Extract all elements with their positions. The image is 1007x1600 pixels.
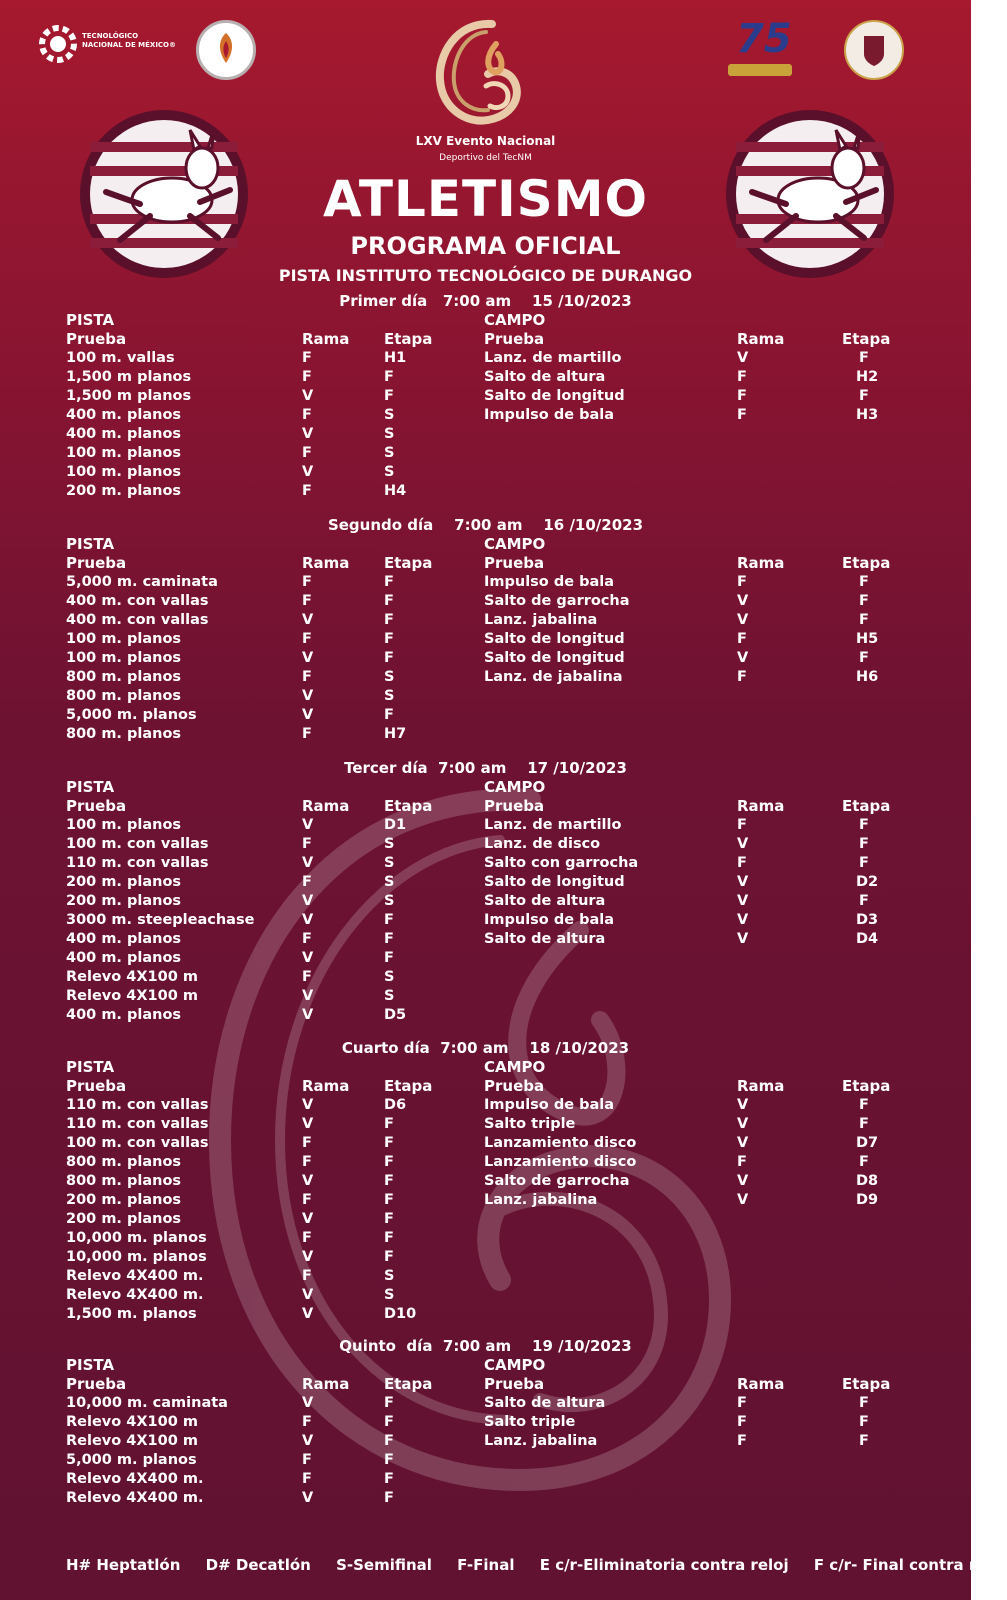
pista-rama: F xyxy=(302,1154,312,1170)
campo-rama: F xyxy=(737,1433,747,1449)
pista-rama: V xyxy=(302,1173,314,1189)
col-rama: Rama xyxy=(302,554,350,572)
pista-event: 800 m. planos xyxy=(66,1154,182,1170)
col-etapa: Etapa xyxy=(842,797,891,815)
campo-rama: F xyxy=(737,817,747,833)
pista-etapa: F xyxy=(384,1135,394,1151)
campo-etapa: F xyxy=(859,388,869,404)
pista-etapa: F xyxy=(384,1211,394,1227)
pista-rama: F xyxy=(302,726,312,742)
event-name: LXV Evento Nacional xyxy=(415,134,556,148)
campo-etapa: F xyxy=(859,574,869,590)
col-etapa: Etapa xyxy=(842,554,891,572)
campo-etapa: F xyxy=(859,855,869,871)
pista-etapa: H7 xyxy=(384,726,407,742)
pista-event: 100 m. con vallas xyxy=(66,836,209,852)
pista-etapa: S xyxy=(384,874,395,890)
pista-rama: F xyxy=(302,1192,312,1208)
pista-label: PISTA xyxy=(66,778,115,796)
pista-rama: F xyxy=(302,631,312,647)
pista-event: 100 m. planos xyxy=(66,631,182,647)
pista-event: 110 m. con vallas xyxy=(66,1097,209,1113)
pista-etapa: F xyxy=(384,912,394,928)
pista-rama: F xyxy=(302,407,312,423)
campo-etapa: F xyxy=(859,593,869,609)
campo-event: Lanzamiento disco xyxy=(484,1154,637,1170)
campo-event: Salto de longitud xyxy=(484,650,625,666)
pista-etapa: F xyxy=(384,950,394,966)
campo-rama: F xyxy=(737,1154,747,1170)
pista-event: Relevo 4X400 m. xyxy=(66,1287,204,1303)
pista-rama: F xyxy=(302,1471,312,1487)
campo-rama: V xyxy=(737,1192,749,1208)
pista-event: 800 m. planos xyxy=(66,1173,182,1189)
pista-etapa: F xyxy=(384,1173,394,1189)
pista-event: 200 m. planos xyxy=(66,874,182,890)
pista-etapa: S xyxy=(384,1287,395,1303)
pista-etapa: F xyxy=(384,1433,394,1449)
pista-event: 200 m. planos xyxy=(66,893,182,909)
pista-event: 200 m. planos xyxy=(66,1192,182,1208)
pista-rama: V xyxy=(302,855,314,871)
pista-etapa: D5 xyxy=(384,1007,407,1023)
legend-item: F c/r- Final contra reloj xyxy=(813,1556,1007,1574)
day-heading: Tercer día 7:00 am 17 /10/2023 xyxy=(344,759,627,777)
campo-event: Salto con garrocha xyxy=(484,855,639,871)
pista-rama: F xyxy=(302,1230,312,1246)
pista-rama: V xyxy=(302,950,314,966)
col-prueba: Prueba xyxy=(66,330,127,348)
col-prueba: Prueba xyxy=(66,554,127,572)
campo-event: Lanzamiento disco xyxy=(484,1135,637,1151)
pista-etapa: F xyxy=(384,650,394,666)
pista-rama: V xyxy=(302,893,314,909)
pista-rama: F xyxy=(302,669,312,685)
campo-event: Lanz. de disco xyxy=(484,836,601,852)
col-rama: Rama xyxy=(302,1375,350,1393)
event-logo xyxy=(430,16,530,128)
pista-etapa: F xyxy=(384,1116,394,1132)
campo-event: Lanz. de martillo xyxy=(484,350,622,366)
pista-etapa: F xyxy=(384,1471,394,1487)
campo-etapa: D7 xyxy=(856,1135,879,1151)
pista-rama: F xyxy=(302,369,312,385)
pista-etapa: D6 xyxy=(384,1097,407,1113)
campo-rama: V xyxy=(737,912,749,928)
pista-event: 5,000 m. planos xyxy=(66,1452,197,1468)
campo-etapa: F xyxy=(859,1154,869,1170)
campo-etapa: D3 xyxy=(856,912,879,928)
pista-event: Relevo 4X100 m xyxy=(66,1414,198,1430)
col-etapa: Etapa xyxy=(842,1077,891,1095)
pista-event: Relevo 4X100 m xyxy=(66,969,198,985)
pista-etapa: S xyxy=(384,426,395,442)
col-rama: Rama xyxy=(737,1077,785,1095)
pista-etapa: S xyxy=(384,988,395,1004)
legend-item: S-Semifinal xyxy=(336,1556,432,1574)
col-prueba: Prueba xyxy=(484,1375,545,1393)
pista-etapa: F xyxy=(384,593,394,609)
anniversary-75-logo xyxy=(722,16,808,86)
pista-etapa: F xyxy=(384,1395,394,1411)
pista-rama: V xyxy=(302,912,314,928)
pista-event: 1,500 m. planos xyxy=(66,1306,197,1322)
day-heading: Segundo día 7:00 am 16 /10/2023 xyxy=(327,516,644,534)
campo-etapa: D9 xyxy=(856,1192,879,1208)
col-etapa: Etapa xyxy=(842,330,891,348)
pista-etapa: S xyxy=(384,464,395,480)
pista-rama: V xyxy=(302,1433,314,1449)
pista-event: Relevo 4X100 m xyxy=(66,1433,198,1449)
campo-rama: V xyxy=(737,1173,749,1189)
pista-event: Relevo 4X400 m. xyxy=(66,1471,204,1487)
pista-rama: V xyxy=(302,988,314,1004)
pista-label: PISTA xyxy=(66,1058,115,1076)
pista-rama: V xyxy=(302,650,314,666)
pista-rama: V xyxy=(302,426,314,442)
campo-event: Salto de altura xyxy=(484,931,606,947)
deportes-logo xyxy=(196,20,256,80)
pista-event: 110 m. con vallas xyxy=(66,1116,209,1132)
campo-etapa: F xyxy=(859,1116,869,1132)
pista-rama: V xyxy=(302,464,314,480)
pista-event: 100 m. planos xyxy=(66,817,182,833)
gear-icon xyxy=(38,18,78,74)
col-rama: Rama xyxy=(737,554,785,572)
pista-etapa: S xyxy=(384,855,395,871)
campo-rama: V xyxy=(737,593,749,609)
campo-rama: F xyxy=(737,388,747,404)
pista-etapa: F xyxy=(384,388,394,404)
campo-event: Salto triple xyxy=(484,1414,576,1430)
campo-etapa: D2 xyxy=(856,874,879,890)
col-prueba: Prueba xyxy=(484,1077,545,1095)
pista-rama: V xyxy=(302,1306,314,1322)
event-watermark xyxy=(200,780,760,1500)
pista-rama: F xyxy=(302,874,312,890)
col-etapa: Etapa xyxy=(842,1375,891,1393)
tecnm-logo-text: TECNOLÓGICO NACIONAL DE MÉXICO® xyxy=(82,32,177,49)
pista-event: 200 m. planos xyxy=(66,1211,182,1227)
pista-event: 400 m. planos xyxy=(66,407,182,423)
campo-rama: F xyxy=(737,631,747,647)
col-prueba: Prueba xyxy=(484,797,545,815)
pista-event: Relevo 4X100 m xyxy=(66,988,198,1004)
pista-rama: V xyxy=(302,1249,314,1265)
itd-shield-logo xyxy=(844,20,904,80)
pista-event: 5,000 m. caminata xyxy=(66,574,218,590)
day-heading: Cuarto día 7:00 am 18 /10/2023 xyxy=(341,1039,630,1057)
tecnm-logo xyxy=(38,18,178,74)
campo-event: Salto de longitud xyxy=(484,631,625,647)
pista-etapa: F xyxy=(384,1249,394,1265)
pista-event: 400 m. planos xyxy=(66,426,182,442)
pista-event: 10,000 m. planos xyxy=(66,1230,207,1246)
campo-event: Salto de longitud xyxy=(484,388,625,404)
campo-etapa: H5 xyxy=(856,631,879,647)
col-etapa: Etapa xyxy=(384,1077,433,1095)
pista-rama: F xyxy=(302,1135,312,1151)
pista-etapa: F xyxy=(384,931,394,947)
campo-rama: F xyxy=(737,369,747,385)
campo-etapa: F xyxy=(859,836,869,852)
campo-label: CAMPO xyxy=(484,535,546,553)
pista-etapa: D1 xyxy=(384,817,407,833)
pista-event: 800 m. planos xyxy=(66,669,182,685)
pista-etapa: F xyxy=(384,631,394,647)
pista-etapa: F xyxy=(384,1230,394,1246)
campo-rama: V xyxy=(737,350,749,366)
campo-rama: F xyxy=(737,574,747,590)
campo-etapa: H2 xyxy=(856,369,879,385)
campo-event: Lanz. jabalina xyxy=(484,612,598,628)
pista-rama: F xyxy=(302,574,312,590)
col-etapa: Etapa xyxy=(384,1375,433,1393)
torch-icon xyxy=(199,23,253,77)
campo-event: Salto de altura xyxy=(484,369,606,385)
pista-rama: V xyxy=(302,817,314,833)
campo-rama: F xyxy=(737,407,747,423)
campo-rama: V xyxy=(737,650,749,666)
legend-item: D# Decatlón xyxy=(205,1556,311,1574)
campo-rama: F xyxy=(737,855,747,871)
campo-rama: V xyxy=(737,931,749,947)
pista-etapa: F xyxy=(384,612,394,628)
col-rama: Rama xyxy=(302,1077,350,1095)
campo-etapa: D8 xyxy=(856,1173,879,1189)
pista-rama: F xyxy=(302,1414,312,1430)
pista-label: PISTA xyxy=(66,535,115,553)
campo-event: Salto de longitud xyxy=(484,874,625,890)
pista-rama: V xyxy=(302,388,314,404)
pista-rama: V xyxy=(302,1211,314,1227)
campo-event: Lanz. de jabalina xyxy=(484,669,623,685)
campo-rama: V xyxy=(737,1135,749,1151)
col-prueba: Prueba xyxy=(484,554,545,572)
day-heading: Quinto día 7:00 am 19 /10/2023 xyxy=(339,1337,632,1355)
campo-rama: V xyxy=(737,874,749,890)
campo-etapa: F xyxy=(859,817,869,833)
pista-event: 400 m. planos xyxy=(66,931,182,947)
pista-etapa: F xyxy=(384,369,394,385)
pista-rama: V xyxy=(302,1007,314,1023)
campo-event: Lanz. jabalina xyxy=(484,1433,598,1449)
pista-etapa: S xyxy=(384,893,395,909)
pista-etapa: F xyxy=(384,1414,394,1430)
pista-etapa: S xyxy=(384,445,395,461)
campo-label: CAMPO xyxy=(484,1356,546,1374)
campo-event: Lanz. jabalina xyxy=(484,1192,598,1208)
pista-event: Relevo 4X400 m. xyxy=(66,1490,204,1506)
campo-etapa: F xyxy=(859,350,869,366)
campo-label: CAMPO xyxy=(484,311,546,329)
pista-event: 100 m. con vallas xyxy=(66,1135,209,1151)
pista-event: 100 m. planos xyxy=(66,650,182,666)
campo-rama: V xyxy=(737,612,749,628)
pista-etapa: F xyxy=(384,1154,394,1170)
pista-event: 10,000 m. caminata xyxy=(66,1395,228,1411)
pista-etapa: S xyxy=(384,1268,395,1284)
legend xyxy=(66,1556,1007,1574)
pista-rama: F xyxy=(302,969,312,985)
legend-item: F-Final xyxy=(457,1556,515,1574)
pista-event: 100 m. vallas xyxy=(66,350,175,366)
campo-etapa: F xyxy=(859,650,869,666)
campo-event: Impulso de bala xyxy=(484,1097,614,1113)
pista-event: 100 m. planos xyxy=(66,464,182,480)
pista-rama: F xyxy=(302,931,312,947)
col-rama: Rama xyxy=(737,797,785,815)
pista-event: 400 m. planos xyxy=(66,1007,182,1023)
pista-event: 110 m. con vallas xyxy=(66,855,209,871)
pista-label: PISTA xyxy=(66,311,115,329)
event-subtitle: Deportivo del TecNM xyxy=(439,153,532,163)
pista-etapa: F xyxy=(384,574,394,590)
pista-etapa: F xyxy=(384,1192,394,1208)
pista-rama: V xyxy=(302,1097,314,1113)
col-prueba: Prueba xyxy=(66,797,127,815)
pista-etapa: S xyxy=(384,407,395,423)
campo-rama: V xyxy=(737,1097,749,1113)
campo-event: Salto triple xyxy=(484,1116,576,1132)
campo-etapa: F xyxy=(859,1433,869,1449)
col-prueba: Prueba xyxy=(484,330,545,348)
pista-etapa: S xyxy=(384,688,395,704)
campo-label: CAMPO xyxy=(484,1058,546,1076)
campo-label: CAMPO xyxy=(484,778,546,796)
col-rama: Rama xyxy=(302,797,350,815)
pista-rama: F xyxy=(302,1268,312,1284)
pista-event: 100 m. planos xyxy=(66,445,182,461)
col-rama: Rama xyxy=(737,1375,785,1393)
col-etapa: Etapa xyxy=(384,330,433,348)
pista-event: 800 m. planos xyxy=(66,726,182,742)
shield-icon xyxy=(846,22,902,78)
col-rama: Rama xyxy=(302,330,350,348)
pista-event: 3000 m. steepleachase xyxy=(66,912,255,928)
col-rama: Rama xyxy=(737,330,785,348)
page-title: ATLETISMO xyxy=(323,170,648,228)
anniversary-number: 75 xyxy=(736,16,792,62)
pista-event: 1,500 m planos xyxy=(66,369,192,385)
pista-rama: F xyxy=(302,836,312,852)
campo-event: Impulso de bala xyxy=(484,407,614,423)
campo-event: Salto de garrocha xyxy=(484,1173,630,1189)
campo-etapa: H3 xyxy=(856,407,879,423)
campo-rama: V xyxy=(737,893,749,909)
pista-rama: V xyxy=(302,612,314,628)
campo-event: Salto de altura xyxy=(484,1395,606,1411)
pista-rama: F xyxy=(302,593,312,609)
pista-etapa: S xyxy=(384,669,395,685)
pista-etapa: S xyxy=(384,969,395,985)
campo-rama: V xyxy=(737,836,749,852)
campo-event: Impulso de bala xyxy=(484,912,614,928)
pista-event: 1,500 m planos xyxy=(66,388,192,404)
campo-event: Salto de garrocha xyxy=(484,593,630,609)
campo-rama: F xyxy=(737,1395,747,1411)
pista-event: 5,000 m. planos xyxy=(66,707,197,723)
legend-item: H# Heptatlón xyxy=(66,1556,181,1574)
pista-etapa: H1 xyxy=(384,350,407,366)
pista-etapa: F xyxy=(384,1452,394,1468)
pista-rama: F xyxy=(302,445,312,461)
pista-etapa: S xyxy=(384,836,395,852)
pista-rama: V xyxy=(302,688,314,704)
pista-rama: V xyxy=(302,1395,314,1411)
campo-rama: F xyxy=(737,1414,747,1430)
campo-etapa: F xyxy=(859,1097,869,1113)
campo-etapa: H6 xyxy=(856,669,879,685)
pista-etapa: F xyxy=(384,707,394,723)
campo-rama: V xyxy=(737,1116,749,1132)
pista-event: 400 m. con vallas xyxy=(66,593,209,609)
day-heading: Primer día 7:00 am 15 /10/2023 xyxy=(339,292,632,310)
campo-event: Impulso de bala xyxy=(484,574,614,590)
pista-event: 200 m. planos xyxy=(66,483,182,499)
campo-rama: F xyxy=(737,669,747,685)
col-etapa: Etapa xyxy=(384,797,433,815)
pista-event: 800 m. planos xyxy=(66,688,182,704)
pista-rama: F xyxy=(302,1452,312,1468)
campo-etapa: D4 xyxy=(856,931,879,947)
pista-event: 400 m. con vallas xyxy=(66,612,209,628)
anniversary-ribbon xyxy=(728,64,792,76)
campo-event: Salto de altura xyxy=(484,893,606,909)
legend-item: E c/r-Eliminatoria contra reloj xyxy=(539,1556,789,1574)
pista-rama: V xyxy=(302,1490,314,1506)
pista-rama: F xyxy=(302,350,312,366)
pista-rama: V xyxy=(302,1116,314,1132)
venue-title: PISTA INSTITUTO TECNOLÓGICO DE DURANGO xyxy=(278,266,693,285)
campo-etapa: F xyxy=(859,1395,869,1411)
col-prueba: Prueba xyxy=(66,1375,127,1393)
pista-label: PISTA xyxy=(66,1356,115,1374)
col-prueba: Prueba xyxy=(66,1077,127,1095)
pista-etapa: H4 xyxy=(384,483,407,499)
pista-event: 400 m. planos xyxy=(66,950,182,966)
pista-rama: F xyxy=(302,483,312,499)
pista-rama: V xyxy=(302,707,314,723)
pista-rama: V xyxy=(302,1287,314,1303)
campo-etapa: F xyxy=(859,612,869,628)
col-etapa: Etapa xyxy=(384,554,433,572)
pista-event: 10,000 m. planos xyxy=(66,1249,207,1265)
campo-event: Lanz. de martillo xyxy=(484,817,622,833)
pista-etapa: D10 xyxy=(384,1306,417,1322)
campo-etapa: F xyxy=(859,1414,869,1430)
campo-etapa: F xyxy=(859,893,869,909)
program-subtitle: PROGRAMA OFICIAL xyxy=(350,232,621,260)
pista-etapa: F xyxy=(384,1490,394,1506)
pista-event: Relevo 4X400 m. xyxy=(66,1268,204,1284)
